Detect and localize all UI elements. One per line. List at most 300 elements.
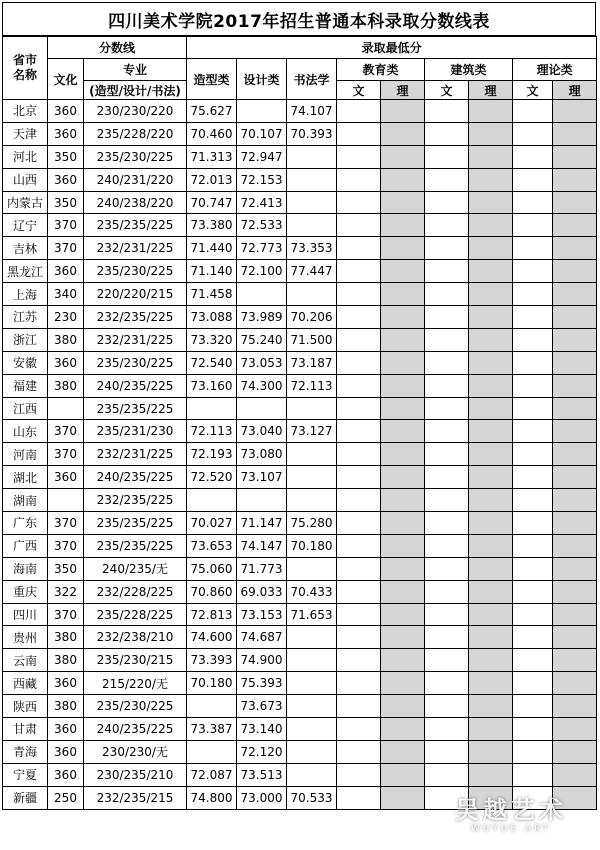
cell-science-empty [381, 283, 425, 306]
cell-modeling: 74.600 [187, 626, 237, 649]
cell-calligraphy [287, 443, 337, 466]
cell-culture: 350 [48, 145, 84, 168]
cell-arts-empty [425, 237, 469, 260]
cell-calligraphy: 73.353 [287, 237, 337, 260]
cell-calligraphy: 77.447 [287, 260, 337, 283]
cell-design: 73.989 [237, 306, 287, 329]
cell-modeling: 70.747 [187, 191, 237, 214]
cell-prof: 232/231/225 [84, 443, 187, 466]
cell-arts-empty [425, 512, 469, 535]
cell-design [237, 489, 287, 512]
cell-modeling: 72.013 [187, 168, 237, 191]
cell-arts-empty [425, 374, 469, 397]
cell-arts-empty [425, 786, 469, 809]
cell-province: 江西 [3, 397, 48, 420]
cell-science-empty [381, 191, 425, 214]
cell-prof: 235/235/225 [84, 512, 187, 535]
cell-culture: 370 [48, 443, 84, 466]
cell-modeling: 71.458 [187, 283, 237, 306]
cell-science-empty [381, 718, 425, 741]
cell-modeling: 75.060 [187, 557, 237, 580]
table-row [3, 557, 597, 580]
cell-province: 山西 [3, 168, 48, 191]
cell-arts-empty [513, 672, 553, 695]
cell-province: 辽宁 [3, 214, 48, 237]
cell-province: 甘肃 [3, 718, 48, 741]
cell-design [237, 397, 287, 420]
cell-science-empty [469, 763, 513, 786]
cell-calligraphy: 74.107 [287, 100, 337, 123]
cell-science-empty [469, 626, 513, 649]
cell-science-empty [381, 374, 425, 397]
cell-arts-empty [337, 122, 381, 145]
cell-province: 浙江 [3, 328, 48, 351]
cell-modeling: 75.627 [187, 100, 237, 123]
cell-prof: 230/235/210 [84, 763, 187, 786]
cell-arts-empty [513, 626, 553, 649]
cell-design: 72.153 [237, 168, 287, 191]
cell-calligraphy [287, 740, 337, 763]
modeling-header: 造型类 [187, 59, 237, 100]
education-header: 教育类 [337, 59, 425, 81]
cell-arts-empty [513, 580, 553, 603]
cell-province: 江苏 [3, 306, 48, 329]
cell-prof: 230/230/220 [84, 100, 187, 123]
cell-design [237, 100, 287, 123]
cell-arts-empty [513, 718, 553, 741]
cell-science-empty [553, 649, 597, 672]
cell-calligraphy [287, 557, 337, 580]
cell-culture: 380 [48, 374, 84, 397]
admission-min-header: 录取最低分 [187, 37, 597, 59]
table-row [3, 626, 597, 649]
cell-design: 71.773 [237, 557, 287, 580]
cell-arts-empty [425, 763, 469, 786]
cell-prof: 235/235/225 [84, 534, 187, 557]
cell-prof: 235/230/215 [84, 649, 187, 672]
cell-science-empty [381, 306, 425, 329]
cell-culture: 360 [48, 763, 84, 786]
cell-culture: 230 [48, 306, 84, 329]
cell-province: 湖北 [3, 466, 48, 489]
table-row [3, 122, 597, 145]
cell-prof: 240/235/无 [84, 557, 187, 580]
cell-province: 新疆 [3, 786, 48, 809]
cell-arts-empty [513, 351, 553, 374]
cell-science-empty [469, 672, 513, 695]
table-row [3, 695, 597, 718]
cell-design: 73.513 [237, 763, 287, 786]
cell-arts-empty [425, 397, 469, 420]
cell-science-empty [469, 100, 513, 123]
cell-calligraphy [287, 718, 337, 741]
cell-modeling: 73.393 [187, 649, 237, 672]
theory-header: 理论类 [513, 59, 597, 81]
cell-calligraphy [287, 695, 337, 718]
cell-design: 73.153 [237, 603, 287, 626]
cell-arts-empty [337, 718, 381, 741]
cell-design: 73.673 [237, 695, 287, 718]
cell-science-empty [553, 603, 597, 626]
cell-science-empty [469, 718, 513, 741]
cell-arts-empty [425, 534, 469, 557]
cell-culture: 360 [48, 168, 84, 191]
cell-province: 福建 [3, 374, 48, 397]
table-row [3, 466, 597, 489]
cell-calligraphy: 70.393 [287, 122, 337, 145]
education-arts-header: 文 [337, 81, 381, 100]
cell-culture: 322 [48, 580, 84, 603]
cell-science-empty [469, 580, 513, 603]
cell-prof: 240/235/225 [84, 718, 187, 741]
cell-calligraphy: 70.533 [287, 786, 337, 809]
cell-modeling: 73.160 [187, 374, 237, 397]
table-row [3, 100, 597, 123]
cell-culture: 360 [48, 672, 84, 695]
cell-culture: 350 [48, 191, 84, 214]
cell-science-empty [469, 283, 513, 306]
cell-science-empty [469, 122, 513, 145]
cell-calligraphy: 72.113 [287, 374, 337, 397]
table-row [3, 489, 597, 512]
cell-province: 河北 [3, 145, 48, 168]
cell-modeling: 72.540 [187, 351, 237, 374]
cell-prof: 240/235/225 [84, 374, 187, 397]
cell-arts-empty [513, 214, 553, 237]
cell-design: 73.040 [237, 420, 287, 443]
admission-score-table [2, 36, 597, 810]
cell-province: 西藏 [3, 672, 48, 695]
cell-culture: 370 [48, 237, 84, 260]
cell-prof: 232/235/215 [84, 786, 187, 809]
cell-science-empty [553, 351, 597, 374]
cell-design: 72.120 [237, 740, 287, 763]
cell-science-empty [553, 191, 597, 214]
cell-prof: 235/235/225 [84, 214, 187, 237]
cell-arts-empty [425, 718, 469, 741]
cell-science-empty [469, 214, 513, 237]
cell-science-empty [553, 466, 597, 489]
cell-arts-empty [337, 237, 381, 260]
design-header: 设计类 [237, 59, 287, 100]
cell-prof: 230/230/无 [84, 740, 187, 763]
cell-science-empty [553, 763, 597, 786]
cell-science-empty [469, 466, 513, 489]
table-row [3, 649, 597, 672]
cell-province: 吉林 [3, 237, 48, 260]
cell-modeling: 70.027 [187, 512, 237, 535]
cell-arts-empty [337, 260, 381, 283]
cell-arts-empty [337, 489, 381, 512]
cell-design: 70.107 [237, 122, 287, 145]
cell-science-empty [381, 328, 425, 351]
cell-arts-empty [337, 214, 381, 237]
cell-science-empty [469, 260, 513, 283]
cell-design: 74.900 [237, 649, 287, 672]
cell-science-empty [469, 512, 513, 535]
cell-science-empty [469, 786, 513, 809]
table-row [3, 443, 597, 466]
cell-prof: 235/230/225 [84, 145, 187, 168]
cell-culture: 380 [48, 626, 84, 649]
cell-calligraphy [287, 763, 337, 786]
cell-science-empty [553, 168, 597, 191]
cell-arts-empty [337, 328, 381, 351]
cell-science-empty [553, 100, 597, 123]
cell-design: 75.393 [237, 672, 287, 695]
cell-culture: 370 [48, 603, 84, 626]
cell-design: 69.033 [237, 580, 287, 603]
cell-province: 天津 [3, 122, 48, 145]
cell-design: 74.687 [237, 626, 287, 649]
cell-culture: 380 [48, 328, 84, 351]
cell-modeling: 73.320 [187, 328, 237, 351]
cell-arts-empty [337, 580, 381, 603]
cell-science-empty [553, 489, 597, 512]
cell-science-empty [381, 214, 425, 237]
cell-science-empty [553, 306, 597, 329]
table-row [3, 534, 597, 557]
cell-arts-empty [425, 649, 469, 672]
cell-province: 上海 [3, 283, 48, 306]
cell-arts-empty [337, 695, 381, 718]
cell-calligraphy [287, 191, 337, 214]
cell-prof: 232/235/225 [84, 489, 187, 512]
architecture-science-header: 理 [469, 81, 513, 100]
cell-science-empty [553, 214, 597, 237]
cell-arts-empty [337, 191, 381, 214]
cell-modeling: 70.460 [187, 122, 237, 145]
cell-calligraphy [287, 283, 337, 306]
table-row [3, 237, 597, 260]
cell-culture: 380 [48, 649, 84, 672]
cell-science-empty [381, 580, 425, 603]
cell-science-empty [469, 328, 513, 351]
cell-science-empty [469, 649, 513, 672]
table-row [3, 214, 597, 237]
cell-arts-empty [513, 397, 553, 420]
table-row [3, 306, 597, 329]
cell-science-empty [381, 351, 425, 374]
cell-arts-empty [425, 695, 469, 718]
table-row [3, 420, 597, 443]
cell-arts-empty [337, 374, 381, 397]
table-row [3, 145, 597, 168]
theory-arts-header: 文 [513, 81, 553, 100]
cell-design: 72.947 [237, 145, 287, 168]
cell-calligraphy [287, 466, 337, 489]
cell-province: 云南 [3, 649, 48, 672]
cell-culture: 370 [48, 214, 84, 237]
cell-arts-empty [425, 283, 469, 306]
cell-science-empty [381, 626, 425, 649]
cell-science-empty [553, 420, 597, 443]
cell-science-empty [381, 466, 425, 489]
cell-science-empty [381, 237, 425, 260]
cell-design: 72.100 [237, 260, 287, 283]
cell-culture: 250 [48, 786, 84, 809]
table-row [3, 580, 597, 603]
cell-arts-empty [337, 283, 381, 306]
cell-arts-empty [425, 145, 469, 168]
cell-arts-empty [337, 557, 381, 580]
cell-culture: 340 [48, 283, 84, 306]
cell-science-empty [469, 351, 513, 374]
table-row [3, 763, 597, 786]
cell-province: 海南 [3, 557, 48, 580]
cell-calligraphy [287, 168, 337, 191]
cell-science-empty [381, 695, 425, 718]
theory-science-header: 理 [553, 81, 597, 100]
cell-arts-empty [337, 603, 381, 626]
table-row [3, 374, 597, 397]
cell-prof: 240/231/220 [84, 168, 187, 191]
cell-arts-empty [337, 145, 381, 168]
cell-prof: 232/231/225 [84, 328, 187, 351]
cell-calligraphy: 70.180 [287, 534, 337, 557]
cell-modeling [187, 397, 237, 420]
cell-science-empty [469, 145, 513, 168]
cell-arts-empty [513, 534, 553, 557]
cell-arts-empty [337, 420, 381, 443]
cell-arts-empty [425, 740, 469, 763]
cell-province: 广西 [3, 534, 48, 557]
cell-prof: 232/238/210 [84, 626, 187, 649]
table-row [3, 397, 597, 420]
cell-prof: 215/220/无 [84, 672, 187, 695]
cell-calligraphy: 75.280 [287, 512, 337, 535]
cell-science-empty [553, 512, 597, 535]
cell-design [237, 283, 287, 306]
province-header-label: 省市名称 [12, 53, 37, 82]
table-row [3, 603, 597, 626]
cell-science-empty [469, 443, 513, 466]
cell-culture: 360 [48, 351, 84, 374]
cell-arts-empty [425, 191, 469, 214]
table-row [3, 260, 597, 283]
architecture-header: 建筑类 [425, 59, 513, 81]
cell-calligraphy [287, 649, 337, 672]
cell-design: 71.147 [237, 512, 287, 535]
cell-prof: 235/230/225 [84, 351, 187, 374]
cell-science-empty [553, 740, 597, 763]
cell-prof: 235/228/225 [84, 603, 187, 626]
cell-science-empty [381, 740, 425, 763]
cell-arts-empty [513, 306, 553, 329]
cell-arts-empty [513, 145, 553, 168]
cell-science-empty [553, 328, 597, 351]
cell-calligraphy: 73.187 [287, 351, 337, 374]
cell-arts-empty [513, 489, 553, 512]
cell-science-empty [553, 534, 597, 557]
cell-science-empty [553, 557, 597, 580]
architecture-arts-header: 文 [425, 81, 469, 100]
cell-science-empty [469, 534, 513, 557]
cell-arts-empty [425, 214, 469, 237]
cell-science-empty [469, 397, 513, 420]
cell-arts-empty [337, 466, 381, 489]
cell-arts-empty [425, 420, 469, 443]
professional-sub-header: (造型/设计/书法) [84, 81, 187, 100]
cell-calligraphy [287, 145, 337, 168]
cell-culture: 360 [48, 718, 84, 741]
cell-science-empty [381, 603, 425, 626]
cell-culture: 360 [48, 466, 84, 489]
cell-science-empty [381, 534, 425, 557]
cell-modeling: 73.088 [187, 306, 237, 329]
cell-arts-empty [513, 420, 553, 443]
cell-arts-empty [513, 740, 553, 763]
cell-science-empty [381, 443, 425, 466]
cell-science-empty [469, 740, 513, 763]
cell-province: 陕西 [3, 695, 48, 718]
cell-arts-empty [337, 786, 381, 809]
cell-arts-empty [337, 626, 381, 649]
cell-arts-empty [425, 489, 469, 512]
cell-prof: 235/230/225 [84, 260, 187, 283]
table-row [3, 191, 597, 214]
cell-prof: 240/238/220 [84, 191, 187, 214]
cell-calligraphy: 71.653 [287, 603, 337, 626]
cell-prof: 232/228/225 [84, 580, 187, 603]
cell-arts-empty [337, 763, 381, 786]
cell-arts-empty [337, 351, 381, 374]
cell-modeling [187, 695, 237, 718]
cell-arts-empty [425, 306, 469, 329]
cell-science-empty [553, 122, 597, 145]
cell-prof: 232/231/225 [84, 237, 187, 260]
cell-science-empty [553, 283, 597, 306]
cell-arts-empty [513, 443, 553, 466]
cell-science-empty [469, 168, 513, 191]
cell-calligraphy [287, 672, 337, 695]
table-row [3, 512, 597, 535]
cell-arts-empty [513, 168, 553, 191]
cell-province: 贵州 [3, 626, 48, 649]
cell-culture: 360 [48, 260, 84, 283]
cell-arts-empty [425, 557, 469, 580]
watermark-cn: 吴越艺术 [455, 796, 567, 824]
cell-prof: 240/235/225 [84, 466, 187, 489]
cell-science-empty [469, 557, 513, 580]
cell-province: 北京 [3, 100, 48, 123]
cell-province: 广东 [3, 512, 48, 535]
cell-arts-empty [513, 466, 553, 489]
cell-modeling: 73.380 [187, 214, 237, 237]
cell-science-empty [381, 649, 425, 672]
table-title: 四川美术学院2017年招生普通本科录取分数线表 [2, 2, 596, 36]
cell-arts-empty [425, 580, 469, 603]
cell-science-empty [381, 489, 425, 512]
cell-science-empty [553, 260, 597, 283]
cell-calligraphy: 70.433 [287, 580, 337, 603]
cell-science-empty [469, 191, 513, 214]
cell-modeling: 72.813 [187, 603, 237, 626]
table-row [3, 351, 597, 374]
cell-science-empty [469, 237, 513, 260]
cell-science-empty [553, 443, 597, 466]
score-table-body [3, 100, 597, 810]
watermark-en: WUYUE ART [470, 824, 552, 834]
cell-arts-empty [337, 534, 381, 557]
cell-science-empty [381, 260, 425, 283]
cell-culture: 370 [48, 534, 84, 557]
cell-science-empty [381, 763, 425, 786]
cell-science-empty [381, 397, 425, 420]
cell-design: 74.147 [237, 534, 287, 557]
cell-arts-empty [337, 168, 381, 191]
cell-arts-empty [425, 351, 469, 374]
